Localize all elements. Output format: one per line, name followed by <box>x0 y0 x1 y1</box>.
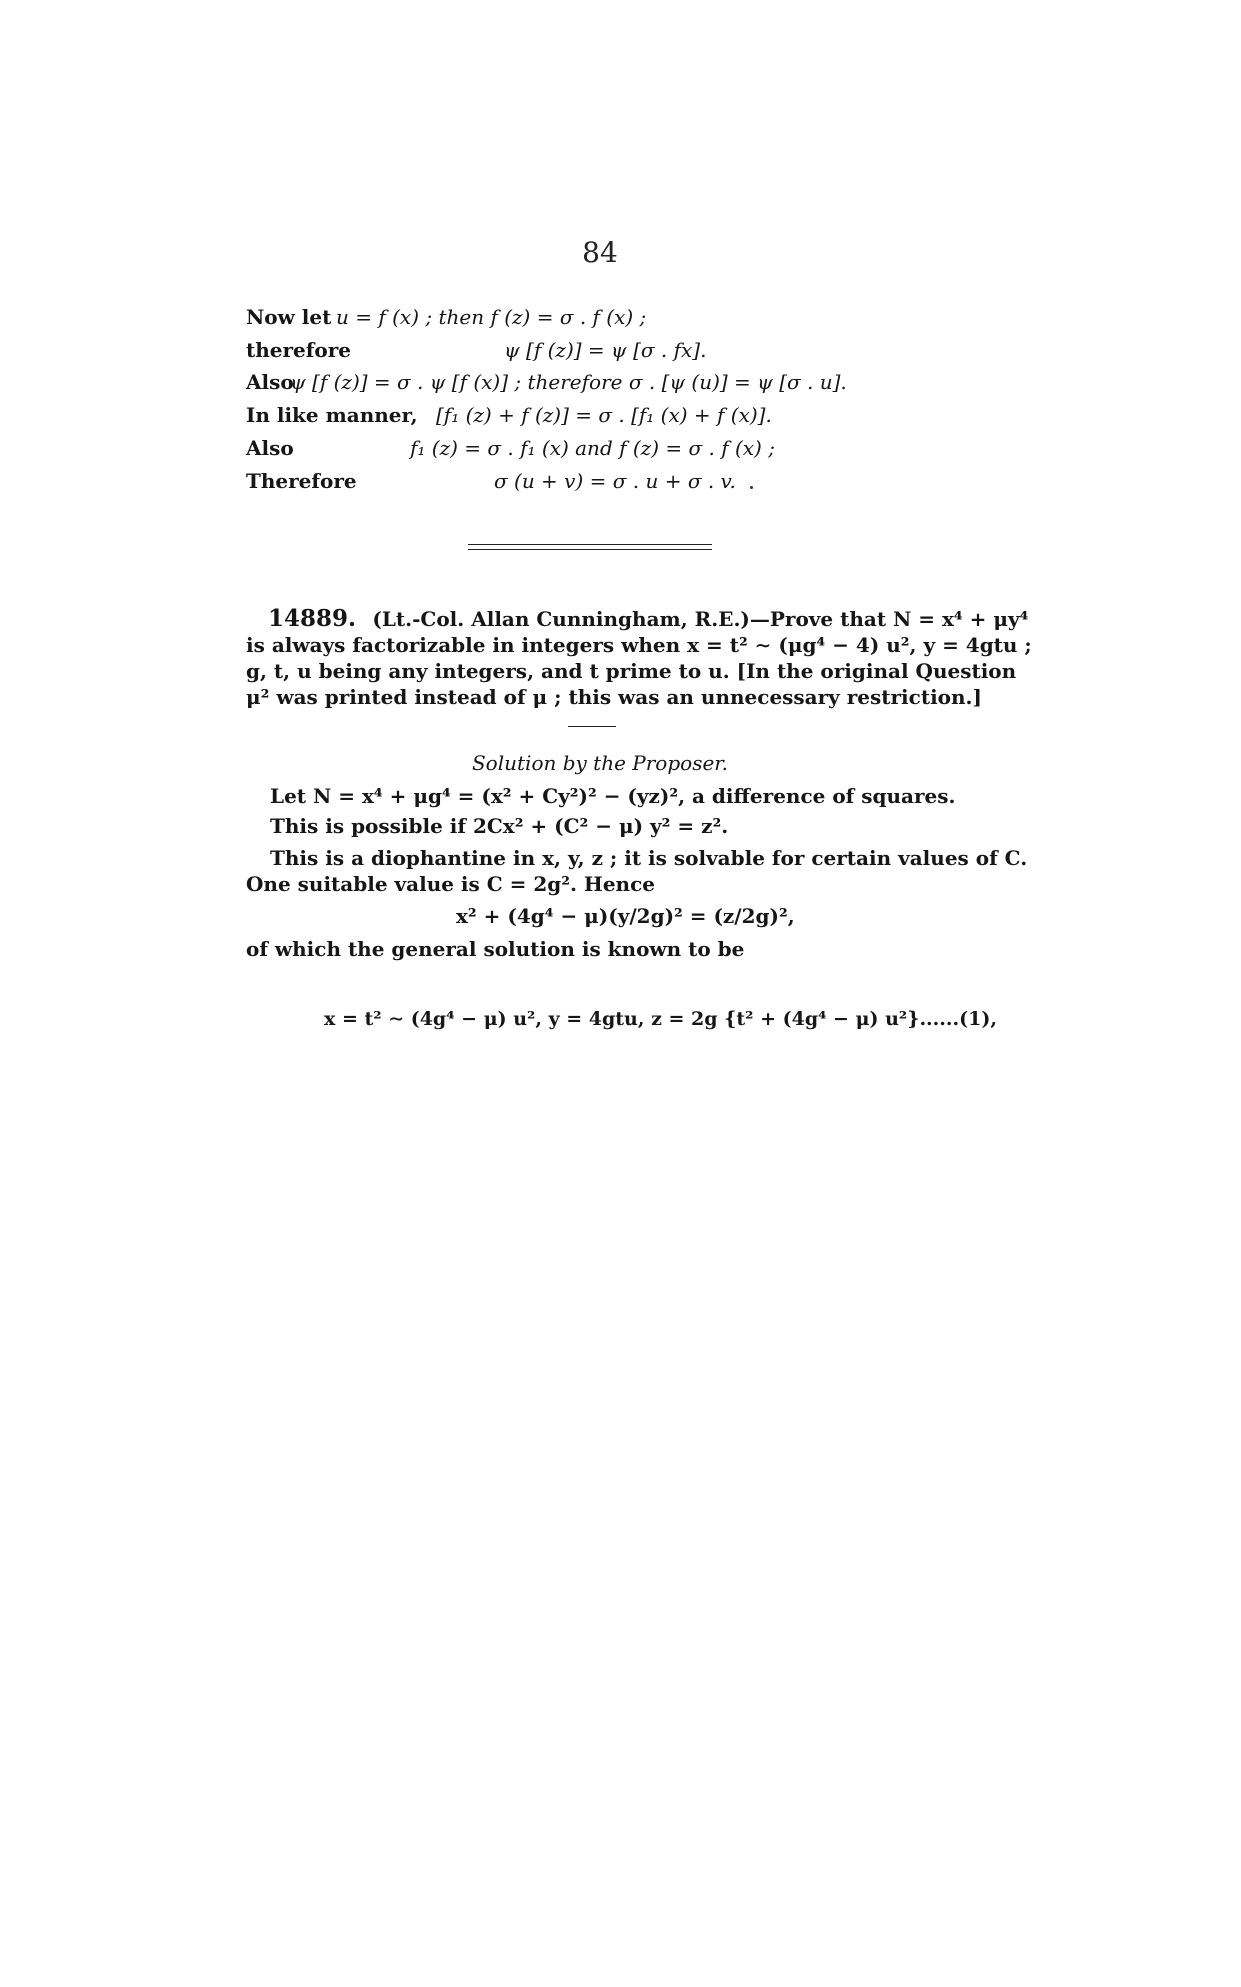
question-number: 14889. <box>268 605 357 632</box>
opening-label: Also <box>246 370 294 394</box>
page-number: 84 <box>582 236 618 269</box>
opening-label: Also <box>246 436 294 460</box>
section-divider <box>468 544 712 550</box>
opening-label: In like manner, <box>246 403 418 427</box>
speck <box>750 486 753 489</box>
solution-line: One suitable value is C = 2g². Hence <box>246 872 655 896</box>
opening-math: σ (u + v) = σ . u + σ . v. <box>494 469 736 493</box>
solution-line: Let N = x⁴ + μg⁴ = (x² + Cy²)² − (yz)², a difference of squares. <box>270 784 956 808</box>
short-divider <box>568 726 616 727</box>
question-text-line: μ² was printed instead of μ ; this was an unnecessary restriction.] <box>246 685 982 709</box>
solution-equation: x = t² ∼ (4g⁴ − μ) u², y = 4gtu, z = 2g {t² + (4g⁴ − μ) u²}......(1), <box>324 1008 997 1030</box>
opening-math: ψ [f (z)] = ψ [σ . fx]. <box>504 338 707 362</box>
solution-heading: Solution by the Proposer. <box>471 751 729 775</box>
opening-label: Now let <box>246 305 332 329</box>
question-header-line <box>268 606 1028 632</box>
solution-line: This is a diophantine in x, y, z ; it is solvable for certain values of C. <box>270 846 1028 870</box>
opening-math: f₁ (z) = σ . f₁ (x) and f (z) = σ . f (x) ; <box>410 436 775 460</box>
question-text-line: is always factorizable in integers when x = t² ∼ (μg⁴ − 4) u², y = 4gtu ; <box>246 633 1032 657</box>
opening-label: therefore <box>246 338 351 362</box>
solution-line: This is possible if 2Cx² + (C² − μ) y² = z². <box>270 814 729 838</box>
opening-math: ψ [f (z)] = σ . ψ [f (x)] ; therefore σ . [ψ (u)] = ψ [σ . u]. <box>290 370 847 394</box>
opening-math: [f₁ (z) + f (z)] = σ . [f₁ (x) + f (x)]. <box>436 403 772 427</box>
opening-label: Therefore <box>246 469 357 493</box>
question-header: (Lt.-Col. Allan Cunningham, R.E.)—Prove that N = x⁴ + μy⁴ <box>372 607 1029 631</box>
question-text-line: g, t, u being any integers, and t prime to u. [In the original Question <box>246 659 1017 683</box>
solution-line: of which the general solution is known to be <box>246 937 745 961</box>
solution-equation: x² + (4g⁴ − μ)(y/2g)² = (z/2g)², <box>456 904 795 928</box>
opening-math: u = f (x) ; then f (z) = σ . f (x) ; <box>336 305 647 329</box>
